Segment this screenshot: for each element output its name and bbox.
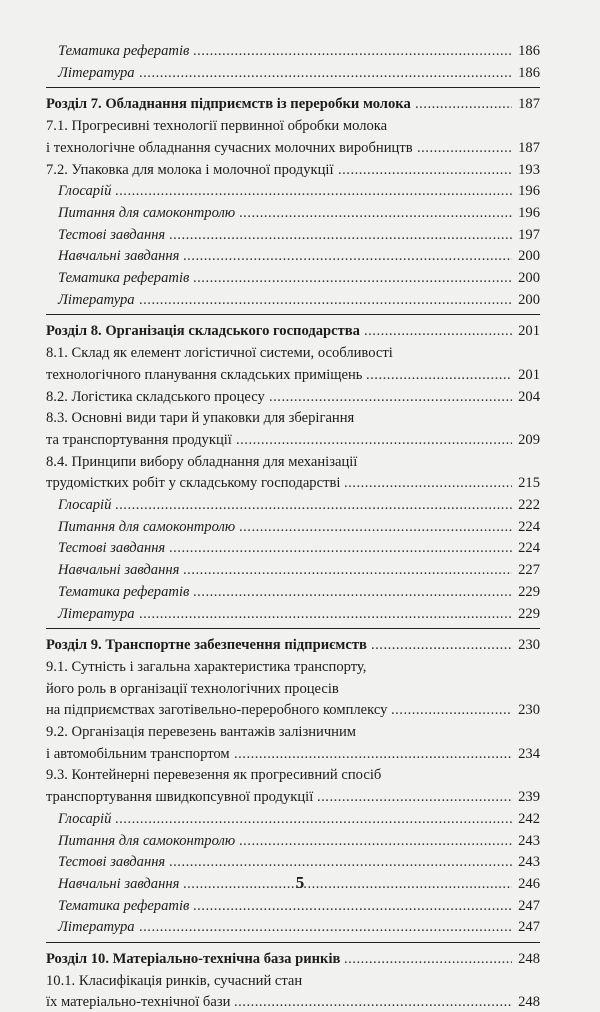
toc-entry-title: Тематика рефератів [58,270,190,286]
dot-leader [269,387,512,407]
toc-entry-title: Глосарій [58,183,112,200]
dot-leader [417,138,512,158]
toc-entry-title: 7.1. Прогресивні технології первинної обробки молока [46,118,388,135]
toc-page-number: 204 [518,388,540,405]
toc-entry-title: Розділ 7. Обладнання підприємств із переробки молока [46,96,411,113]
toc-entry-title: Розділ 9. Транспортне забезпечення підприємств [46,637,367,654]
toc-subentry [0,917,600,937]
dot-leader [169,852,512,872]
toc-entry-title: Література [58,291,135,308]
toc-entry-title: 9.3. Контейнерні перевезення як прогресивний спосіб [46,767,382,784]
dot-leader [193,268,512,288]
toc-section-heading [0,949,600,969]
toc-entry [0,343,600,363]
toc-page-number: 227 [518,562,540,579]
dot-leader [234,744,512,764]
toc-entry-title: Тематика рефератів [58,43,190,59]
toc-page-number: 209 [518,431,540,448]
toc-subentry [0,560,600,580]
dot-leader [236,430,512,450]
toc-entry-title: трудомістких робіт у складському господарстві [46,475,341,492]
toc-page-number: 222 [518,497,540,513]
toc-entry-title: Глосарій [58,497,112,513]
toc-entry-title: Навчальні завдання [58,562,180,579]
toc-entry-title: Тестові завдання [58,540,166,557]
toc-entry-title: Література [58,919,135,936]
dot-leader [371,635,512,655]
toc-page-number: 193 [518,161,540,178]
dot-leader [193,41,512,61]
toc-entry-title: Розділ 10. Матеріально-технічна база ринків [46,951,341,967]
section-divider [46,87,540,88]
toc-entry-title: Глосарій [58,810,112,827]
toc-page-number: 229 [518,583,540,600]
toc-subentry [0,852,600,872]
toc-subentry [0,63,600,83]
dot-leader [239,831,512,851]
toc-page-number: 187 [518,96,540,113]
toc-entry-title: Питання для самоконтролю [58,832,236,849]
toc-page-number: 243 [518,854,540,871]
toc-entry [0,430,600,450]
toc-entry-title: 8.2. Логістика складського процесу [46,388,265,405]
toc-section-heading [0,635,600,655]
dot-leader [317,787,512,807]
toc-subentry [0,517,600,537]
toc-page-number: 201 [518,323,540,340]
toc-page-number: 248 [518,951,540,967]
toc-page-number: 186 [518,64,540,81]
dot-leader [139,917,512,937]
toc-entry [0,387,600,407]
toc-entry-title: 7.2. Упаковка для молока і молочної продукції [46,161,334,178]
toc-entry-title: Література [58,64,135,81]
dot-leader [169,225,512,245]
toc-entry-title: Питання для самоконтролю [58,518,236,535]
toc-page-number: 229 [518,605,540,622]
toc-entry-title: технологічного планування складських приміщень [46,366,363,383]
toc-page-number: 230 [518,637,540,654]
toc-entry [0,408,600,428]
toc-page-number: 239 [518,789,540,806]
dot-leader [234,992,512,1012]
dot-leader [338,160,512,180]
toc-subentry [0,290,600,310]
page-number: 5 [295,873,305,892]
toc-entry-title: і автомобільним транспортом [46,745,230,762]
toc-entry [0,722,600,742]
dot-leader [193,582,512,602]
toc-subentry [0,225,600,245]
toc-subentry [0,831,600,851]
toc-page-number: 224 [518,518,540,535]
dot-leader [415,94,512,114]
toc-entry-title: на підприємствах заготівельно-переробного комплексу [46,702,388,719]
toc-page-number: 215 [518,475,540,492]
toc-page-number: 243 [518,832,540,849]
toc-subentry [0,181,600,201]
dot-leader [115,809,512,829]
toc-entry-title: 9.2. Організація перевезень вантажів залізничним [46,724,357,740]
section-divider [46,314,540,315]
toc-entry-title: Література [58,605,135,622]
toc-entry-title: 8.1. Склад як елемент логістичної системи, особливості [46,345,393,362]
dot-leader [364,321,512,341]
toc-subentry [0,809,600,829]
toc-entry [0,160,600,180]
toc-page-number: 196 [518,204,540,221]
dot-leader [193,896,512,916]
dot-leader [239,517,512,537]
toc-page-number: 247 [518,897,540,914]
toc-subentry [0,896,600,916]
toc-page-number: 200 [518,248,540,265]
toc-entry [0,971,600,991]
dot-leader [115,181,512,201]
toc-page-number: 201 [518,366,540,383]
toc-entry [0,657,600,677]
dot-leader [183,246,512,266]
toc-subentry [0,41,600,61]
toc-entry-title: та транспортування продукції [46,431,232,448]
toc-entry-title: Тестові завдання [58,226,166,243]
toc-page-number: 242 [518,810,540,827]
section-divider [46,942,540,943]
dot-leader [169,538,512,558]
toc-page-number: 196 [518,183,540,200]
toc-entry [0,992,600,1012]
toc-entry-title: Питання для самоконтролю [58,204,236,221]
section-divider [46,628,540,629]
dot-leader [115,495,512,515]
toc-entry [0,787,600,807]
toc-entry-title: 8.3. Основні види тари й упаковки для зберігання [46,410,355,427]
toc-subentry [0,582,600,602]
toc-entry-title: 10.1. Класифікація ринків, сучасний стан [46,972,303,989]
toc-page-number: 186 [518,43,540,59]
toc-entry-title: його роль в організації технологічних процесів [46,680,339,697]
toc-entry-title: Навчальні завдання [58,875,180,892]
toc-entry [0,679,600,699]
toc-page-number: 200 [518,291,540,308]
toc-section-heading [0,321,600,341]
toc-page-number: 200 [518,270,540,286]
dot-leader [344,949,512,969]
toc-page-number: 248 [518,994,540,1011]
dot-leader [239,203,512,223]
toc-entry-title: 8.4. Принципи вибору обладнання для механізації [46,453,358,470]
toc-page-number: 234 [518,745,540,762]
toc-subentry [0,203,600,223]
toc-entry [0,452,600,472]
toc-entry [0,473,600,493]
toc-entry [0,744,600,764]
dot-leader [391,700,512,720]
toc-subentry [0,495,600,515]
toc-page-number: 247 [518,919,540,936]
toc-entry-title: Тематика рефератів [58,897,190,914]
toc-entry [0,365,600,385]
toc-entry-title: Розділ 8. Організація складського господарства [46,323,360,340]
dot-leader [183,560,512,580]
toc-page-number: 230 [518,702,540,719]
toc-entry [0,116,600,136]
toc-section-heading [0,94,600,114]
toc-subentry [0,246,600,266]
toc-page-number: 197 [518,226,540,243]
toc-page-number: 224 [518,540,540,557]
dot-leader [139,604,512,624]
toc-entry [0,700,600,720]
dot-leader [344,473,512,493]
toc-entry [0,765,600,785]
toc-entry-title: Тематика рефератів [58,583,190,600]
toc-entry-title: і технологічне обладнання сучасних молочних виробництв [46,139,413,156]
dot-leader [139,63,512,83]
toc-page-number: 187 [518,139,540,156]
toc-entry-title: 9.1. Сутність і загальна характеристика транспорту, [46,658,367,675]
toc-entry-title: транспортування швидкопсувної продукції [46,789,314,806]
dot-leader [139,290,512,310]
toc-subentry [0,538,600,558]
toc-entry-title: Навчальні завдання [58,248,180,265]
toc-page-number: 246 [518,875,540,892]
dot-leader [366,365,512,385]
toc-entry-title: їх матеріально-технічної бази [46,994,231,1011]
toc-entry [0,138,600,158]
toc-entry-title: Тестові завдання [58,854,166,871]
toc-subentry [0,604,600,624]
toc-subentry [0,268,600,288]
